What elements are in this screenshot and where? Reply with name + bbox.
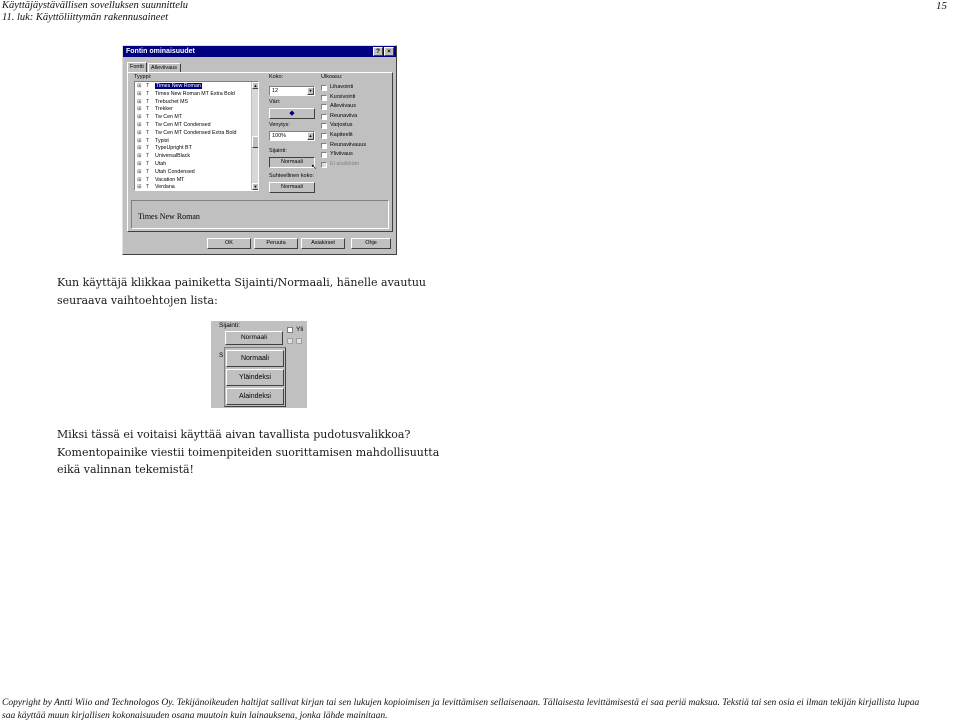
checkbox-box[interactable]	[321, 123, 327, 129]
spinner-icon[interactable]: ▲	[308, 133, 313, 138]
font-list-item[interactable]	[137, 184, 175, 191]
checkbox-label: Reunaviivauus	[330, 141, 367, 148]
truetype-font-icon: T	[146, 184, 150, 191]
truetype-font-icon: T	[146, 129, 150, 136]
chevron-down-icon[interactable]: ▼	[308, 88, 313, 93]
checkbox-label: Kursivointi	[330, 93, 356, 100]
popup-checkbox-3[interactable]	[296, 338, 302, 344]
truetype-font-icon: T	[146, 176, 150, 183]
font-name: Times New Roman	[156, 83, 201, 89]
dialog-title-bar	[123, 46, 396, 57]
font-name: Tw Cen MT	[155, 114, 183, 121]
font-name: Times New Roman MT Extra Bold	[155, 90, 235, 97]
checkbox-box[interactable]	[321, 143, 327, 149]
popup-position-label: Sijainti:	[219, 322, 240, 329]
page-number: 15	[936, 0, 947, 12]
cancel-button[interactable]: Peruuta	[254, 238, 298, 249]
truetype-font-icon: T	[146, 168, 150, 175]
preview-text: Times New Roman	[138, 212, 200, 221]
truetype-font-icon: T	[146, 145, 150, 152]
truetype-font-icon: T	[146, 83, 150, 89]
font-list-scrollbar[interactable]	[251, 82, 258, 190]
font-preview	[131, 200, 389, 229]
truetype-font-icon: T	[146, 153, 150, 160]
header-book-title: Käyttäjäystävällisen sovelluksen suunnittelu	[2, 0, 189, 11]
ok-button[interactable]: OK	[207, 238, 251, 249]
font-name: TypeUpright BT	[155, 145, 192, 152]
font-list-item[interactable]	[137, 122, 211, 130]
expand-icon[interactable]: ⊞	[137, 168, 142, 175]
popup-option-subscript[interactable]: Alaindeksi	[226, 388, 284, 405]
scroll-thumb[interactable]	[252, 136, 259, 148]
expand-icon[interactable]: ⊞	[137, 90, 142, 97]
paragraph-intro	[57, 274, 426, 309]
popup-checkbox-2[interactable]	[287, 338, 293, 344]
color-label: Väri:	[269, 99, 281, 105]
checkbox-box[interactable]	[321, 162, 327, 168]
paint-bucket-icon: ◆	[289, 110, 295, 117]
font-list-item[interactable]	[137, 99, 188, 107]
expand-icon[interactable]: ⊞	[137, 145, 142, 152]
appearance-label: Ulkoasu:	[321, 74, 343, 80]
font-name: Trebuchet MS	[155, 98, 189, 105]
truetype-font-icon: T	[146, 106, 150, 113]
checkbox-box[interactable]	[321, 152, 327, 158]
color-button[interactable]	[269, 108, 315, 119]
font-name: Tw Cen MT Condensed	[155, 122, 211, 128]
font-name: Typist	[155, 137, 169, 144]
truetype-font-icon: T	[146, 114, 150, 121]
running-header	[2, 0, 188, 24]
footer-line1: Copyright by Antti Wiio and Technologos Oy. Tekijänoikeuden haltijat sallivat kirjan tai sen lukujen kopioimisen ja levittämisen sellaisenaan. Tällaisesta levittämisestä ei saa periä maksua. Tekstiä tai sen osia ei ilman tekijän kirjallista lupaa	[2, 698, 920, 708]
scroll-down-icon[interactable]: ▼	[253, 184, 258, 189]
font-properties-dialog	[122, 45, 397, 255]
scale-value: 100%	[272, 133, 287, 139]
font-name: Vacation MT	[155, 176, 185, 183]
type-label: Tyyppi:	[134, 74, 152, 80]
checkbox-box[interactable]	[321, 85, 327, 91]
font-name: Trekker	[155, 106, 173, 113]
font-name: UniversalBlack	[155, 153, 191, 160]
popup-position-button[interactable]: Normaali	[225, 331, 283, 345]
font-name: Verdana	[155, 184, 175, 191]
truetype-font-icon: T	[146, 98, 150, 105]
checkbox-box[interactable]	[321, 114, 327, 120]
expand-icon[interactable]: ⊞	[137, 106, 142, 113]
checkbox-box[interactable]	[321, 104, 327, 110]
dialog-help-button[interactable]: Ohje	[351, 238, 391, 249]
truetype-font-icon: T	[146, 90, 150, 97]
font-list-item[interactable]	[137, 130, 236, 138]
paragraph-question-line1: Miksi tässä ei voitaisi käyttää aivan tavallista pudotusvalikkoa?	[57, 428, 411, 441]
truetype-font-icon: T	[146, 137, 150, 144]
expand-icon[interactable]: ⊞	[137, 137, 142, 144]
header-chapter-title: 11. luk: Käyttöliittymän rakennusaineet	[2, 12, 169, 23]
font-list-item[interactable]	[137, 169, 195, 177]
checkbox-label: Reunaviiva	[330, 112, 358, 119]
help-icon[interactable]: ?	[373, 47, 383, 56]
checkbox-box[interactable]	[321, 133, 327, 139]
expand-icon[interactable]: ⊞	[137, 122, 142, 128]
copyright-footer	[2, 697, 919, 723]
size-label: Koko:	[269, 74, 284, 80]
font-list-item[interactable]	[137, 145, 192, 153]
paragraph-intro-line1: Kun käyttäjä klikkaa painiketta Sijainti/Normaali, hänelle avautuu	[57, 276, 427, 289]
scale-field[interactable]	[269, 131, 315, 141]
expand-icon[interactable]: ⊞	[137, 176, 142, 183]
expand-icon[interactable]: ⊞	[137, 153, 142, 160]
relative-size-button[interactable]: Normaali	[269, 182, 315, 193]
popup-menu	[224, 347, 286, 407]
scale-label: Venytys:	[269, 122, 290, 128]
font-name: Utah Condensed	[155, 168, 195, 175]
font-list-item[interactable]	[137, 161, 166, 169]
checkbox-label: Kapiteelit	[330, 132, 353, 138]
font-list-item[interactable]	[137, 153, 190, 161]
tab-underline[interactable]: Alleviivaus	[148, 63, 181, 72]
popup-option-superscript[interactable]: Yläindeksi	[226, 369, 284, 386]
scroll-up-icon[interactable]: ▲	[253, 83, 258, 88]
checkbox-label: Alleviivaus	[330, 103, 356, 110]
truetype-font-icon: T	[146, 122, 150, 128]
size-combo[interactable]	[269, 86, 315, 96]
expand-icon[interactable]: ⊞	[137, 98, 142, 105]
footer-line2: saa käyttää muun kirjallisen kokonaisuuden osana muutoin kuin lainauksena, jonka lähde mainitaan.	[2, 711, 388, 721]
advanced-button[interactable]: Asiakirset	[301, 238, 345, 249]
checkbox-box[interactable]	[321, 95, 327, 101]
font-list[interactable]	[134, 81, 259, 191]
checkbox-label: Lihavointi	[330, 84, 354, 90]
mouse-pointer-icon: ↖	[311, 164, 317, 171]
tab-font[interactable]: Fontti	[127, 62, 147, 72]
expand-icon[interactable]: ⊞	[137, 161, 142, 167]
expand-icon[interactable]: ⊞	[137, 114, 142, 121]
font-list-item[interactable]	[137, 83, 202, 91]
font-list-item[interactable]	[137, 91, 235, 99]
font-name: Utah	[155, 161, 167, 167]
font-list-item[interactable]	[137, 177, 184, 185]
close-icon[interactable]: ×	[384, 47, 394, 56]
paragraph-intro-line2: seuraava vaihtoehtojen lista:	[57, 293, 218, 307]
popup-side-label: S	[219, 352, 224, 359]
dialog-title: Fontin ominaisuudet	[126, 48, 195, 55]
popup-checkbox-label: Yli	[296, 326, 304, 333]
expand-icon[interactable]: ⊞	[137, 184, 142, 191]
paragraph-question	[57, 426, 439, 479]
font-name: Tw Cen MT Condensed Extra Bold	[155, 129, 237, 136]
position-button[interactable]: Normaali	[269, 157, 315, 168]
popup-checkbox-1[interactable]	[287, 327, 293, 333]
paragraph-question-line3: eikä valinnan tekemistä!	[57, 463, 194, 476]
position-label: Sijainti:	[269, 148, 287, 154]
checkbox-label: Ei sisäkkäin	[330, 160, 360, 167]
paragraph-question-line2: Komentopainike viestii toimenpiteiden suorittamisen mahdollisuutta	[57, 445, 440, 459]
position-popup-image	[211, 321, 307, 408]
relative-size-label: Suhteellinen koko:	[269, 173, 314, 179]
font-list-item[interactable]	[137, 106, 173, 114]
checkbox-label: Varjostus	[330, 122, 353, 129]
size-value: 12	[272, 88, 279, 94]
expand-icon[interactable]: ⊞	[137, 83, 142, 89]
font-list-item[interactable]	[137, 138, 169, 146]
expand-icon[interactable]: ⊞	[137, 129, 142, 136]
popup-option-normal[interactable]: Normaali	[226, 350, 284, 367]
font-list-item[interactable]	[137, 114, 182, 122]
truetype-font-icon: T	[146, 161, 150, 167]
font-tab-panel	[127, 72, 393, 232]
checkbox-label: Yliviivaus	[330, 151, 353, 158]
